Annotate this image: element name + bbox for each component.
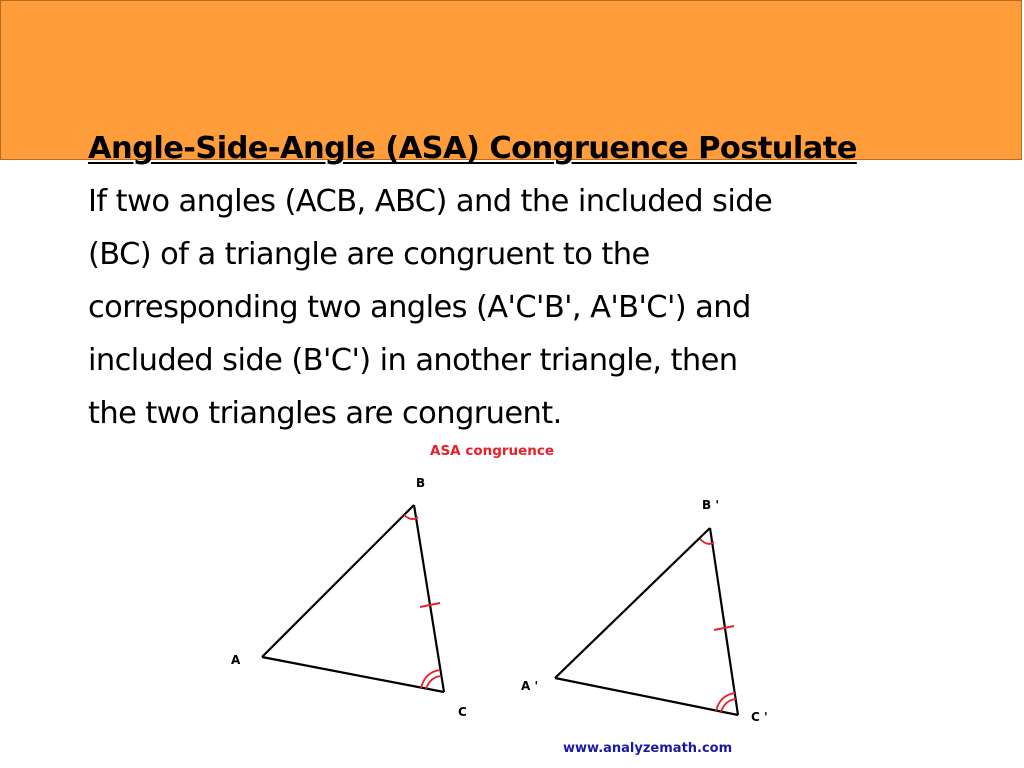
label-b: B [416,476,426,490]
side-a-prime-c-prime [555,678,738,715]
triangle-a-prime-b-prime-c-prime [521,498,768,724]
label-a: A [231,653,241,667]
body-line-2: (BC) of a triangle are congruent to the [88,237,650,272]
body-line-5: the two triangles are congruent. [88,396,562,431]
label-a-prime: A ' [521,679,539,693]
label-c: C [458,705,467,719]
angle-c-prime-mark-inner [716,693,735,711]
slide-title: Angle-Side-Angle (ASA) Congruence Postulate [88,131,857,166]
label-c-prime: C ' [751,710,768,724]
side-ac [262,657,444,692]
side-bc [414,505,444,692]
angle-c-prime-mark-outer [721,699,736,712]
body-line-1: If two angles (ACB, ABC) and the included side [88,184,773,219]
angle-c-mark-inner [421,670,440,688]
side-a-prime-b-prime [555,528,710,678]
angle-c-mark-outer [426,676,441,689]
figure-caption: ASA congruence [430,443,555,459]
side-b-prime-c-prime [710,528,738,715]
side-ab [262,505,414,657]
body-line-3: corresponding two angles (A'C'B', A'B'C') and [88,290,751,325]
label-b-prime: B ' [702,498,719,512]
body-line-4: included side (B'C') in another triangle, then [88,343,738,378]
triangle-abc [231,476,467,719]
source-url: www.analyzemath.com [563,741,733,756]
